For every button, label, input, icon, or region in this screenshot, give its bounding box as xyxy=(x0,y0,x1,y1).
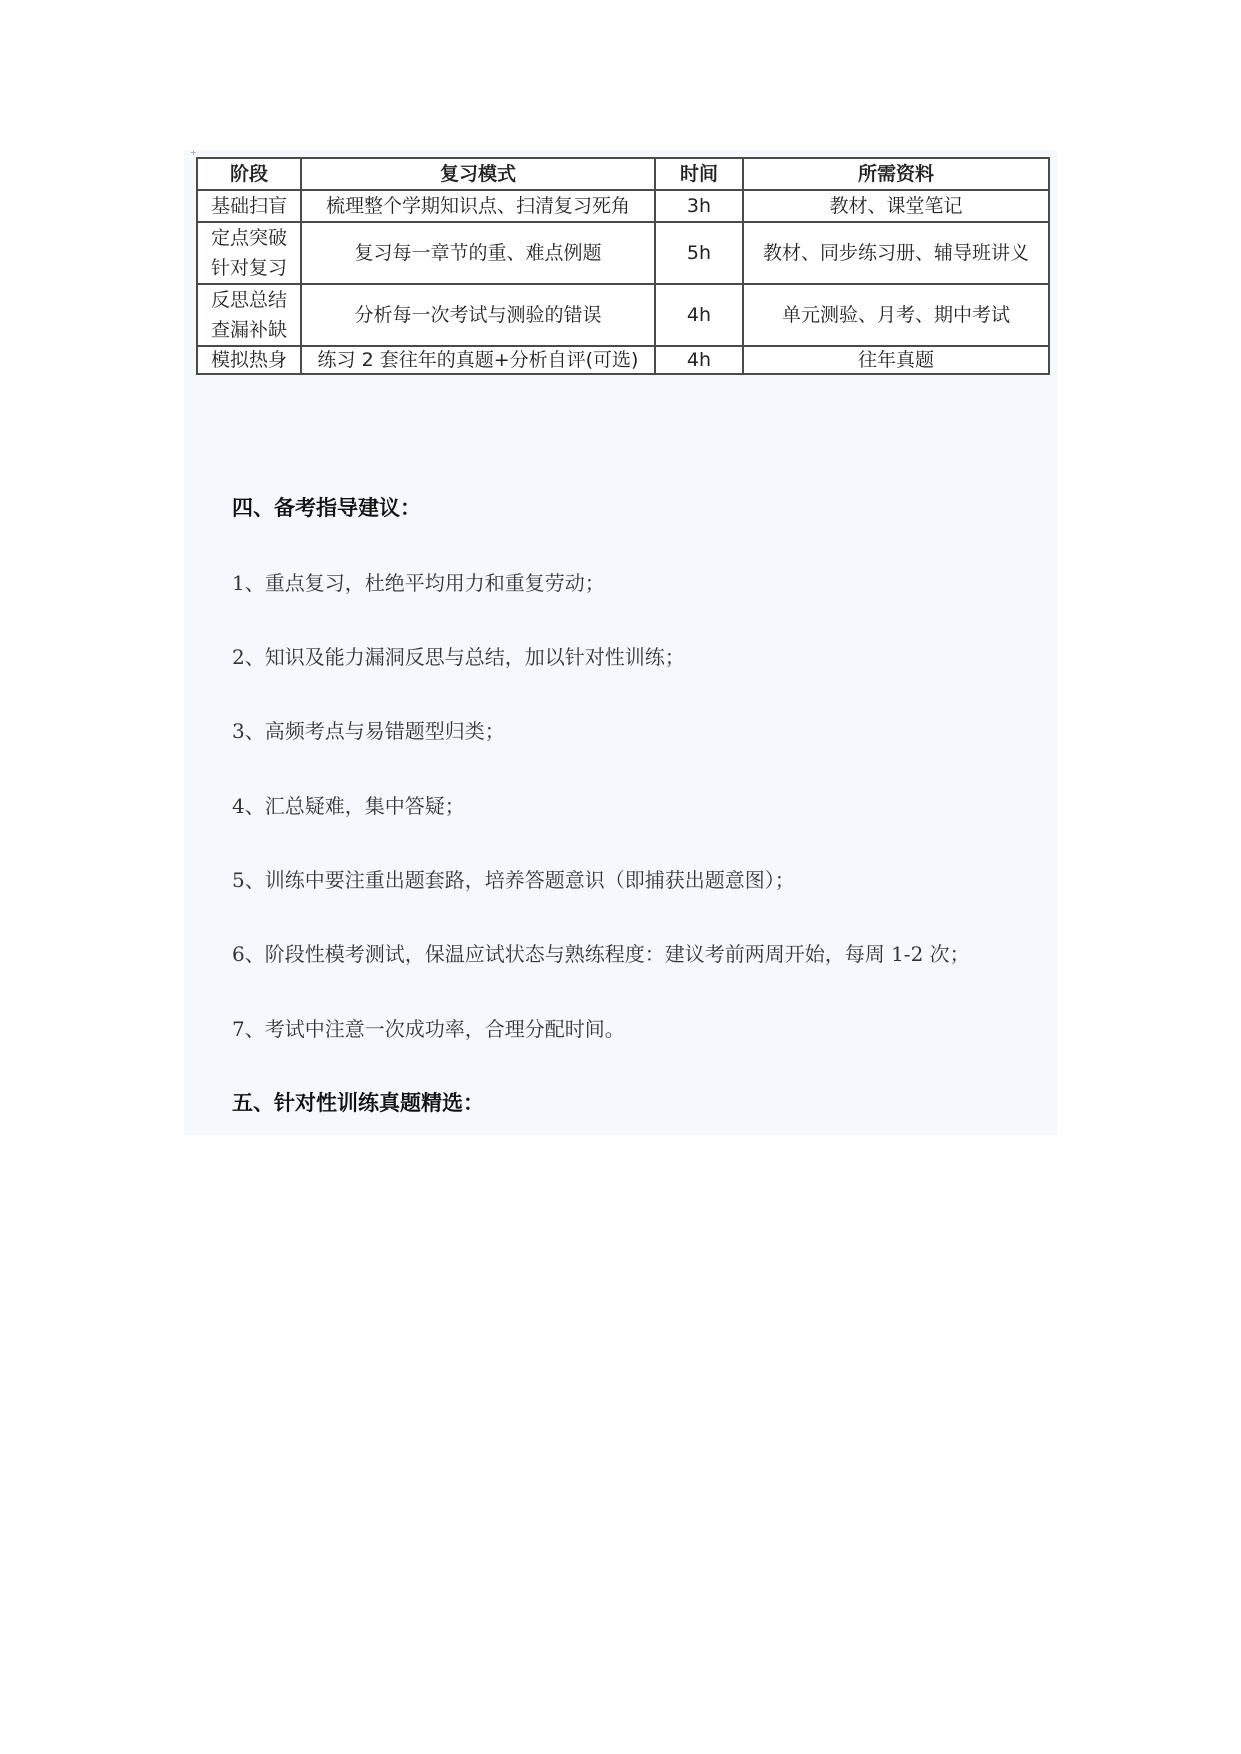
review-plan-table xyxy=(196,157,1050,375)
cell-mode: 梳理整个学期知识点、扫清复习死角 xyxy=(301,190,655,222)
cell-mode: 练习 2 套往年的真题+分析自评(可选) xyxy=(301,346,655,374)
cell-stage-line1: 定点突破 xyxy=(210,227,287,249)
cell-stage xyxy=(197,284,301,346)
cell-materials: 教材、同步练习册、辅导班讲义 xyxy=(743,222,1049,284)
header-stage: 阶段 xyxy=(197,158,301,190)
cell-time: 4h xyxy=(655,284,743,346)
advice-item-7: 7、考试中注意一次成功率，合理分配时间。 xyxy=(232,1017,625,1041)
cell-materials: 往年真题 xyxy=(743,346,1049,374)
cell-stage-line2: 针对复习 xyxy=(210,257,287,279)
advice-item-1: 1、重点复习，杜绝平均用力和重复劳动； xyxy=(232,571,605,595)
advice-item-5: 5、训练中要注重出题套路，培养答题意识（即捕获出题意图）； xyxy=(232,868,795,892)
table-header-row xyxy=(197,158,1049,190)
cell-time: 4h xyxy=(655,346,743,374)
cell-time: 5h xyxy=(655,222,743,284)
advice-item-2: 2、知识及能力漏洞反思与总结，加以针对性训练； xyxy=(232,645,685,669)
advice-item-4: 4、汇总疑难，集中答疑； xyxy=(232,794,465,818)
section-5-heading: 五、针对性训练真题精选： xyxy=(232,1090,484,1115)
advice-item-6: 6、阶段性模考测试，保温应试状态与熟练程度：建议考前两周开始，每周 1-2 次； xyxy=(232,942,970,966)
table-row xyxy=(197,222,1049,284)
cell-stage: 模拟热身 xyxy=(197,346,301,374)
cell-stage-line1: 反思总结 xyxy=(210,289,287,311)
cell-time: 3h xyxy=(655,190,743,222)
table-anchor-mark: + xyxy=(190,148,197,157)
cell-mode: 分析每一次考试与测验的错误 xyxy=(301,284,655,346)
cell-stage xyxy=(197,222,301,284)
header-time: 时间 xyxy=(655,158,743,190)
section-4-heading: 四、备考指导建议： xyxy=(232,495,421,520)
header-materials: 所需资料 xyxy=(743,158,1049,190)
cell-mode: 复习每一章节的重、难点例题 xyxy=(301,222,655,284)
table-row xyxy=(197,284,1049,346)
cell-materials: 单元测验、月考、期中考试 xyxy=(743,284,1049,346)
header-mode: 复习模式 xyxy=(301,158,655,190)
cell-stage-line2: 查漏补缺 xyxy=(210,319,287,341)
cell-stage: 基础扫盲 xyxy=(197,190,301,222)
advice-item-3: 3、高频考点与易错题型归类； xyxy=(232,719,505,743)
table-row xyxy=(197,346,1049,374)
table-row xyxy=(197,190,1049,222)
cell-materials: 教材、课堂笔记 xyxy=(743,190,1049,222)
